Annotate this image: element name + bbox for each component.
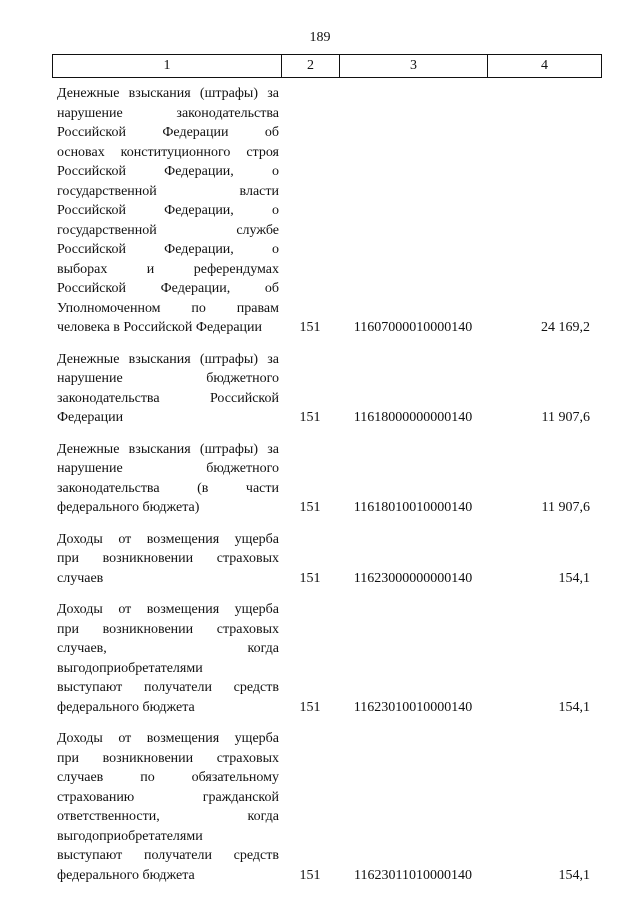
description-line: выступают получатели средств — [57, 848, 279, 863]
column-header-2: 2 — [282, 55, 340, 77]
row-budget-code: 11623010010000140 — [353, 699, 473, 715]
table-row — [52, 530, 602, 589]
description-line: нарушение законодательства — [57, 105, 279, 121]
description-line: при возникновении страховых — [57, 750, 279, 766]
description-line: государственной службе — [57, 222, 279, 238]
description-line: выступают получатели средств — [57, 680, 279, 695]
description-line: нарушение бюджетного — [57, 461, 279, 476]
row-description — [52, 440, 281, 518]
description-line: Денежные взыскания (штрафы) за — [57, 441, 279, 457]
description-line: Российской Федерации, о — [57, 203, 279, 218]
row-description — [52, 530, 281, 589]
row-description — [52, 350, 281, 428]
column-header-row — [52, 54, 602, 78]
table-row — [52, 350, 602, 428]
description-line: Доходы от возмещения ущерба — [57, 531, 279, 547]
description-line: государственной власти — [57, 183, 279, 199]
table-row — [52, 84, 602, 338]
description-line: Денежные взыскания (штрафы) за — [57, 351, 279, 367]
description-line: нарушение бюджетного — [57, 371, 279, 386]
description-line: случаев по обязательному — [57, 770, 279, 785]
row-amount: 154,1 — [558, 867, 590, 883]
column-header-4: 4 — [541, 58, 548, 73]
description-line: федерального бюджета — [57, 699, 195, 715]
row-admin-code: 151 — [299, 867, 321, 883]
description-line: выборах и референдумах — [57, 261, 279, 277]
row-admin-code: 151 — [299, 500, 321, 515]
description-line: при возникновении страховых — [57, 621, 279, 637]
row-admin-code: 151 — [299, 320, 321, 335]
description-line: человека в Российской Федерации — [57, 320, 263, 335]
description-line: выгодоприобретателями — [57, 660, 203, 676]
table-row — [52, 440, 602, 518]
description-line: случаев — [57, 570, 104, 586]
description-line: Доходы от возмещения ущерба — [57, 602, 279, 617]
row-description — [52, 729, 281, 885]
description-line: федерального бюджета) — [57, 500, 200, 515]
row-amount: 11 907,6 — [541, 410, 590, 425]
description-line: законодательства (в части — [57, 480, 279, 496]
row-admin-code: 151 — [299, 699, 321, 715]
description-line: при возникновении страховых — [57, 551, 279, 566]
row-amount: 154,1 — [558, 570, 590, 586]
column-header-3: 3 — [340, 55, 488, 77]
description-line: выгодоприобретателями — [57, 828, 203, 844]
page-number: 189 — [309, 30, 331, 45]
column-header-1: 1 — [53, 55, 282, 77]
row-admin-code: 151 — [299, 410, 321, 425]
table-row — [52, 600, 602, 717]
row-budget-code: 11618010010000140 — [353, 500, 473, 515]
row-admin-code: 151 — [299, 570, 321, 586]
description-line: Денежные взыскания (штрафы) за — [57, 86, 279, 101]
row-budget-code: 11623011010000140 — [354, 867, 472, 883]
row-amount: 154,1 — [558, 699, 590, 715]
description-line: законодательства Российской — [57, 390, 279, 406]
description-line: ответственности, когда — [57, 809, 279, 824]
description-line: Российской Федерации, о — [57, 164, 279, 179]
description-line: федерального бюджета — [57, 867, 195, 883]
row-amount: 24 169,2 — [541, 320, 590, 335]
row-description — [52, 84, 281, 338]
row-amount: 11 907,6 — [541, 500, 590, 515]
row-budget-code: 11607000010000140 — [353, 320, 473, 335]
description-line: Уполномоченном по правам — [57, 300, 279, 316]
description-line: Доходы от возмещения ущерба — [57, 731, 279, 746]
row-budget-code: 11623000000000140 — [353, 570, 473, 586]
description-line: Российской Федерации об — [57, 125, 279, 140]
table-row — [52, 729, 602, 885]
table-body — [52, 84, 602, 897]
description-line: Российской Федерации, об — [57, 281, 279, 296]
description-line: страхованию гражданской — [57, 789, 279, 805]
row-budget-code: 11618000000000140 — [353, 410, 473, 425]
row-description — [52, 600, 281, 717]
description-line: Российской Федерации, о — [57, 242, 279, 257]
description-line: случаев, когда — [57, 641, 279, 656]
description-line: Федерации — [57, 410, 124, 425]
description-line: основах конституционного строя — [57, 144, 279, 160]
